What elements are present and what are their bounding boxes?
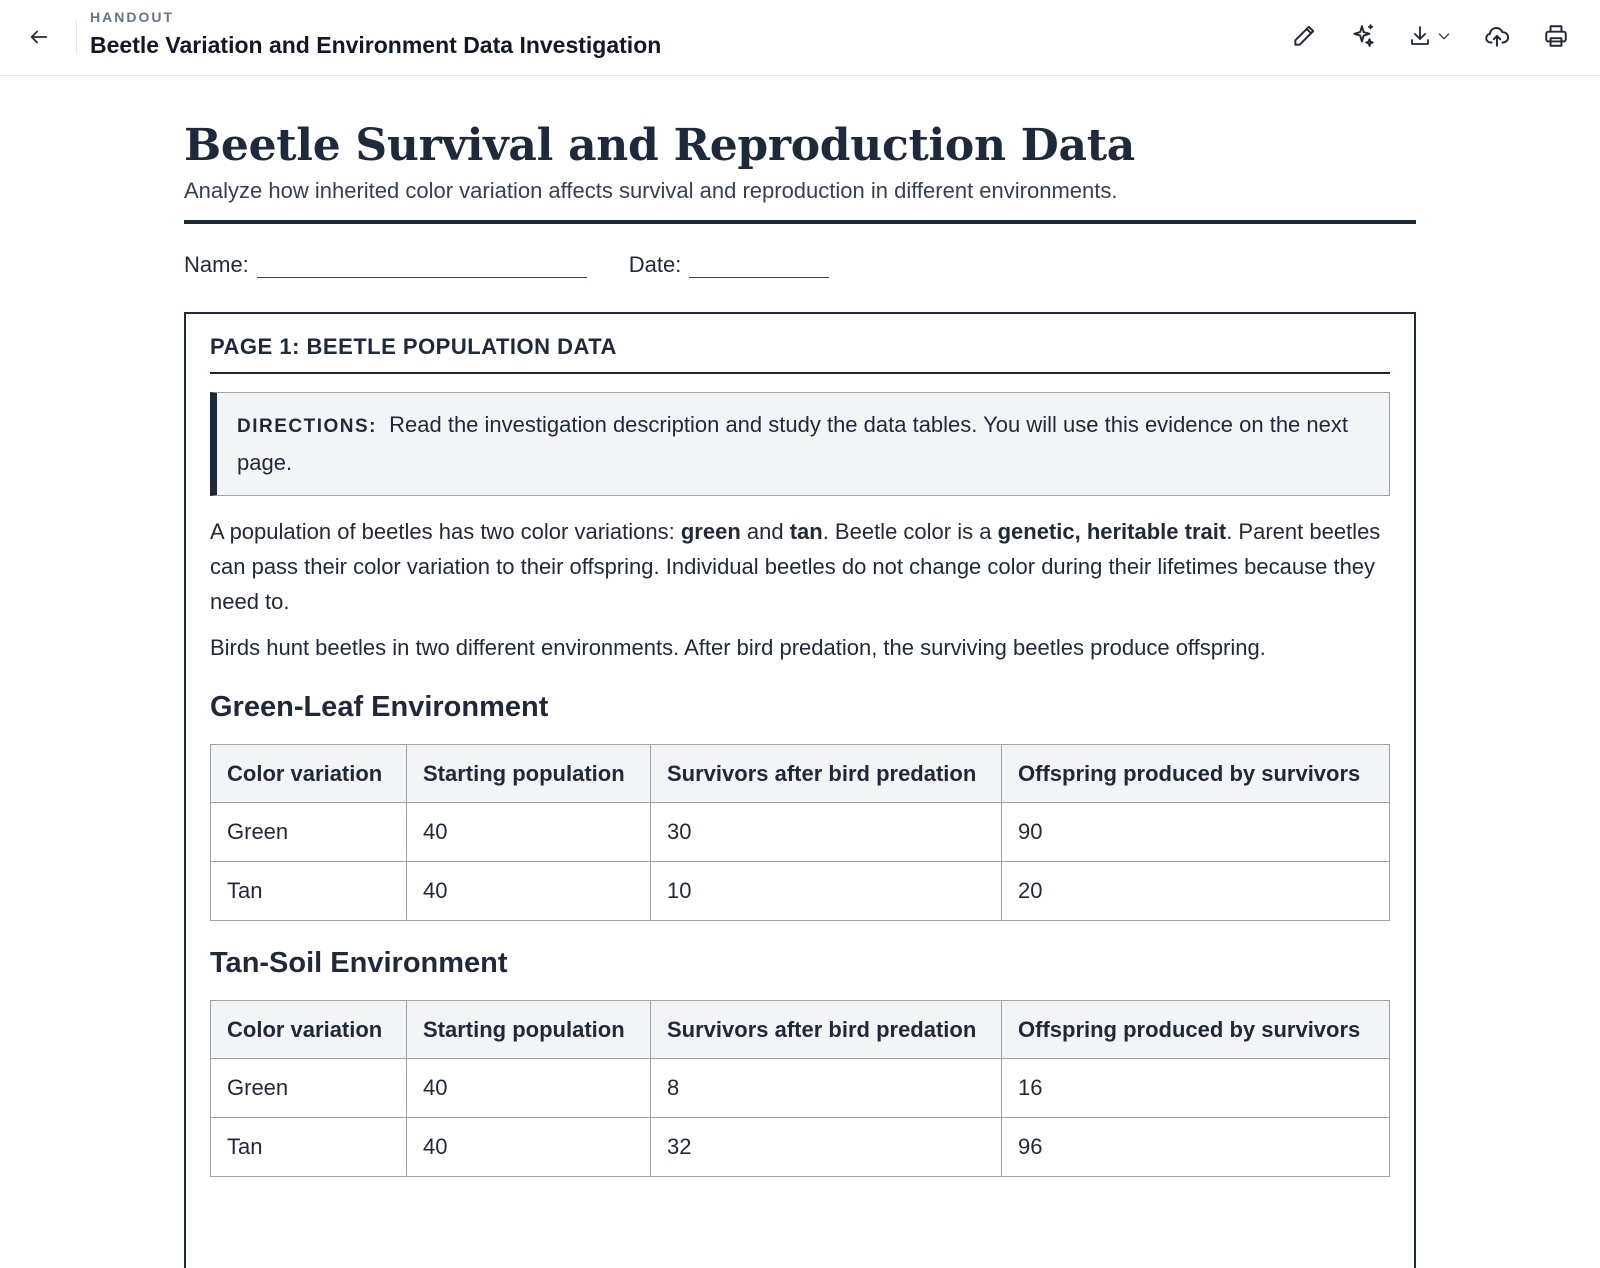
date-field — [629, 252, 830, 278]
table-row — [211, 1118, 1390, 1177]
column-header: Starting population — [407, 1001, 651, 1059]
directions-box — [210, 392, 1390, 496]
top-bar — [0, 0, 1600, 76]
text-run: . Parent beetles can pass their color variation to their offspring. Individual beetles do not change color during their lifetimes because they need to. — [210, 519, 1381, 615]
table-cell: 40 — [407, 803, 651, 862]
student-fields — [184, 252, 1416, 278]
handout-document — [184, 76, 1416, 1268]
name-blank — [257, 256, 587, 278]
context-paragraph: Birds hunt beetles in two different environments. After bird predation, the surviving beetles produce offspring. — [210, 635, 1266, 661]
table-cell: 30 — [651, 803, 1002, 862]
tan-soil-table — [210, 1000, 1390, 1177]
table-header-row — [211, 745, 1390, 803]
directions-text: Read the investigation description and study the data tables. You will use this evidence on the next page. — [237, 412, 1348, 476]
doc-type-label: HANDOUT — [90, 9, 174, 25]
bold-term: genetic, heritable trait — [997, 519, 1227, 545]
table-header-row — [211, 1001, 1390, 1059]
upload-button[interactable] — [1479, 18, 1515, 54]
back-button[interactable] — [22, 20, 56, 54]
column-header: Color variation — [211, 1001, 407, 1059]
column-header: Color variation — [211, 745, 407, 803]
table-cell: Green — [211, 1059, 407, 1118]
text-run: A population of beetles has two color variations: — [210, 519, 681, 545]
date-blank — [689, 256, 829, 278]
download-menu-button[interactable] — [1404, 18, 1456, 54]
text-run: . Beetle color is a — [822, 519, 998, 545]
table-cell: 10 — [651, 862, 1002, 921]
section-title: PAGE 1: BEETLE POPULATION DATA — [210, 334, 1390, 374]
pencil-icon — [1291, 23, 1317, 49]
directions-label: DIRECTIONS: — [237, 416, 377, 438]
intro-paragraph — [210, 514, 1390, 619]
cloud-upload-icon — [1484, 23, 1510, 49]
table-heading-tan-soil: Tan-Soil Environment — [210, 947, 508, 980]
toolbar — [1263, 18, 1574, 54]
table-cell: 16 — [1002, 1059, 1390, 1118]
column-header: Survivors after bird predation — [651, 745, 1002, 803]
table-cell: 20 — [1002, 862, 1390, 921]
table-cell: 32 — [651, 1118, 1002, 1177]
table-row — [211, 862, 1390, 921]
page-section — [184, 312, 1416, 1268]
printer-icon — [1543, 23, 1569, 49]
column-header: Offspring produced by survivors — [1002, 1001, 1390, 1059]
ai-assist-button[interactable] — [1345, 18, 1381, 54]
table-cell: Tan — [211, 1118, 407, 1177]
download-icon — [1408, 24, 1432, 48]
table-cell: Green — [211, 803, 407, 862]
table-cell: 96 — [1002, 1118, 1390, 1177]
bold-term: green — [680, 519, 741, 545]
document-title: Beetle Variation and Environment Data Investigation — [90, 32, 662, 58]
handout-title: Beetle Survival and Reproduction Data — [184, 120, 1135, 171]
table-cell: 8 — [651, 1059, 1002, 1118]
table-cell: Tan — [211, 862, 407, 921]
table-cell: 40 — [407, 862, 651, 921]
green-leaf-table — [210, 744, 1390, 921]
table-cell: 40 — [407, 1118, 651, 1177]
print-button[interactable] — [1538, 18, 1574, 54]
table-row — [211, 1059, 1390, 1118]
title-rule — [184, 220, 1416, 224]
date-label: Date: — [628, 252, 682, 278]
sparkles-icon — [1350, 23, 1376, 49]
table-heading-green-leaf: Green-Leaf Environment — [210, 691, 549, 724]
divider — [76, 20, 77, 54]
column-header: Survivors after bird predation — [651, 1001, 1002, 1059]
chevron-down-icon — [1436, 28, 1452, 44]
table-cell: 90 — [1002, 803, 1390, 862]
column-header: Offspring produced by survivors — [1002, 745, 1390, 803]
name-label: Name: — [184, 252, 249, 278]
name-field — [184, 252, 587, 278]
column-header: Starting population — [407, 745, 651, 803]
text-run: and — [740, 519, 790, 545]
bold-term: tan — [789, 519, 823, 545]
arrow-left-icon — [28, 26, 50, 48]
handout-subtitle: Analyze how inherited color variation affects survival and reproduction in different environments. — [184, 178, 1118, 204]
edit-button[interactable] — [1286, 18, 1322, 54]
table-row — [211, 803, 1390, 862]
table-cell: 40 — [407, 1059, 651, 1118]
